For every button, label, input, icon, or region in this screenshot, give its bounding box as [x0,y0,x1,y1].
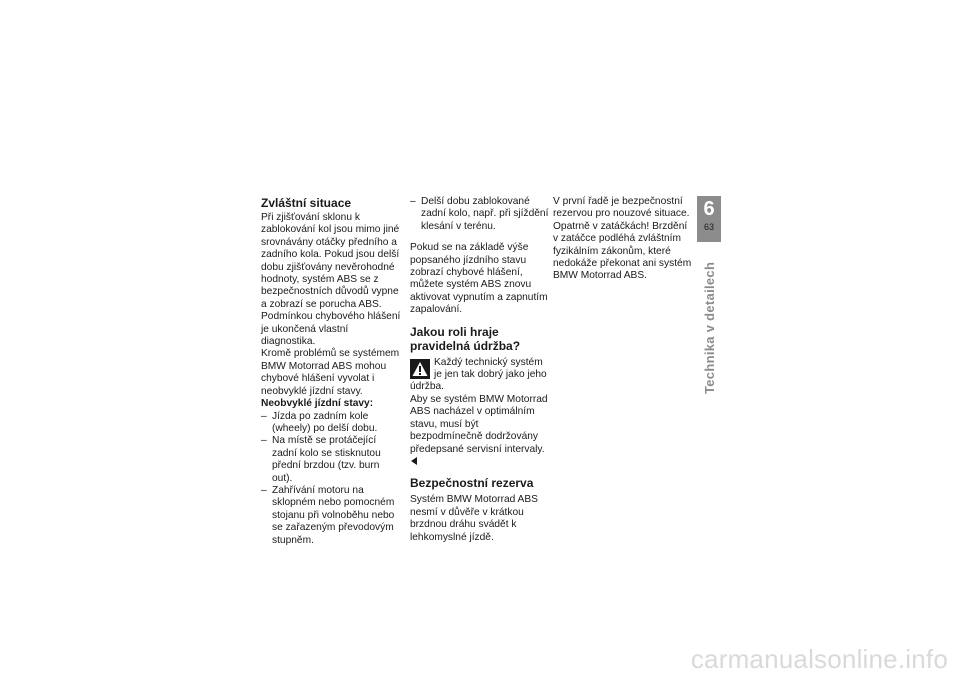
section-heading: Bezpečnostní rezerva [410,476,534,491]
watermark: carmanualsonline.info [690,644,948,674]
paragraph-text: Aby se systém BMW Motorrad ABS nacházel v optimálním stavu, musí být bezpodmínečně dodržovány předepsané servisní intervaly. [410,393,548,455]
warning-triangle-icon [410,359,430,379]
paragraph [410,394,550,468]
column-1 [261,196,401,547]
section-heading: Jakou roli hraje pravidelná údržba? [410,324,521,353]
page-number: 63 [703,222,714,232]
column-2 [410,196,550,544]
paragraph: Opatrně v zatáčkách! Brzdění v zatáčce podléhá zvláštním fyzikálním zákonům, které nedokáže překonat ani systém BMW Motorrad ABS. [553,220,692,282]
section-heading: Zvláštní situace [261,196,352,210]
warning-note [410,357,550,394]
warning-text: Každý technický systém je jen tak dobrý jako jeho údržba. [410,356,547,393]
paragraph: Kromě problémů se systémem BMW Motorrad ABS mohou chybové hlášení vyvolat i neobvyklé jízdní stavy. [261,348,400,397]
list-item: – Zahřívání motoru na sklopném nebo pomocném stojanu při volnoběhu nebo se zařazeným převodovým stupněm. [261,485,401,547]
chapter-title: Technika v detailech [702,261,717,394]
list-item: – Na místě se protáčející zadní kolo se stisknutou přední brzdou (tzv. burn out). [261,435,401,485]
subheading: Neobvyklé jízdní stavy: [261,398,374,410]
paragraph: Při zjišťování sklonu k zablokování kol jsou mimo jiné srovnávány otáčky předního a zadního kola. Pokud jsou delší dobu zjišťovány nevěrohodné hodnoty, systém ABS se z bezpečnostních důvodů vypne a zobrazí se porucha ABS. Podmínkou chybového hlášení je ukončená vlastní diagnostika. [261,212,401,348]
list-item: – Delší dobu zablokované zadní kolo, např. při sjíždění klesání v terénu. [410,196,550,233]
dash-list [261,411,401,547]
chapter-tab [697,196,721,242]
column-3 [553,196,693,283]
list-item: – Jízda po zadním kole (wheely) po delší dobu. [261,411,401,436]
end-of-section-icon [411,457,417,465]
chapter-number: 6 [703,198,715,220]
paragraph: V první řadě je bezpečnostní rezervou pro nouzové situace. [553,196,690,220]
paragraph: Systém BMW Motorrad ABS nesmí v důvěře v krátkou brzdnou dráhu svádět k lehkomyslné jízdě. [410,494,538,543]
dash-list [410,196,550,233]
paragraph: Pokud se na základě výše popsaného jízdního stavu zobrazí chybové hlášení, můžete systém ABS znovu aktivovat vypnutím a zapnutím zapalování. [410,242,548,316]
